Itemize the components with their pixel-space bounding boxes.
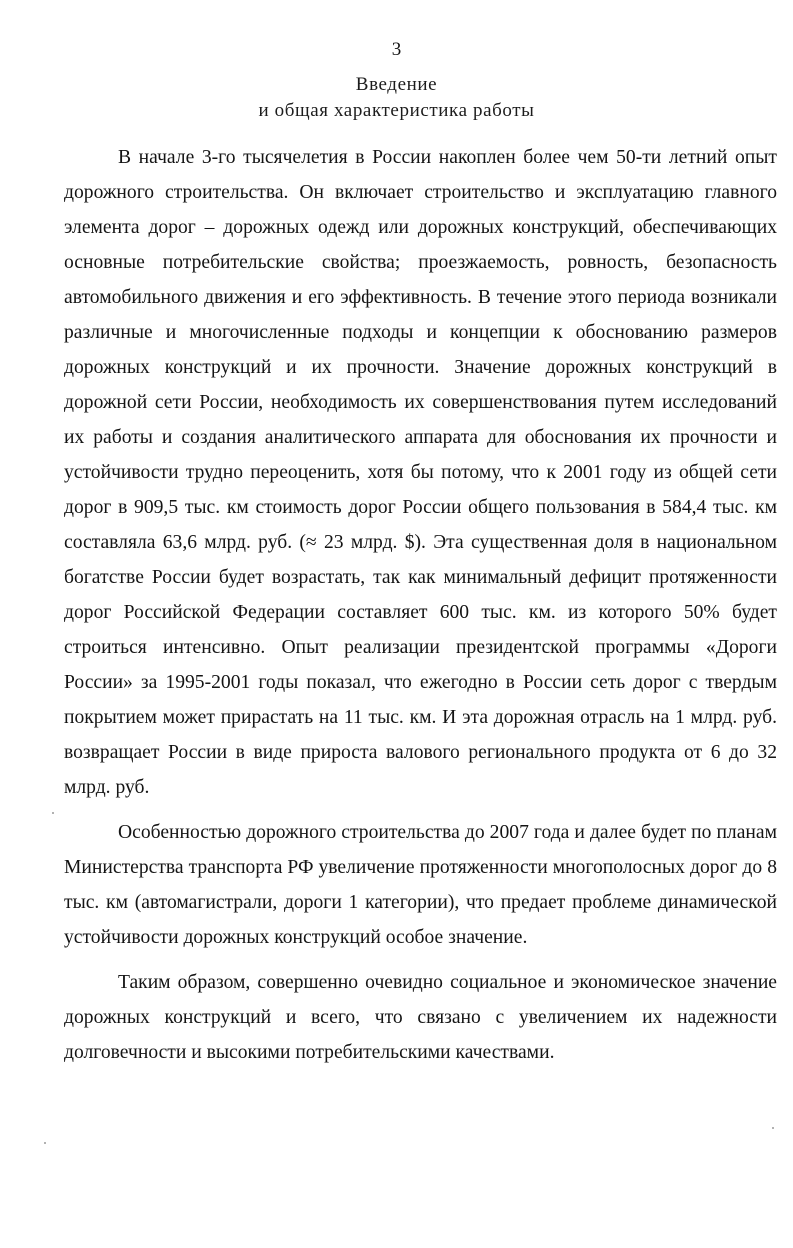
paragraph-2: Особенностью дорожного строительства до 2007 года и далее будет по планам Министерства транспорта РФ увеличение протяженности многополосных дорог до 8 тыс. км (автомагистрали, дороги 1 категории), что предает проблеме динамической устойчивости дорожных конструкций особое значение.: [64, 822, 777, 948]
scan-speck: [772, 1127, 774, 1129]
section-heading: [0, 72, 793, 124]
body-text: [64, 140, 777, 1070]
heading-line-1: Введение: [355, 74, 438, 95]
scan-speck: [52, 812, 54, 814]
scan-speck: [44, 1142, 46, 1144]
page-number: 3: [391, 39, 402, 60]
paragraph-1: В начале 3-го тысячелетия в России накоплен более чем 50-ти летний опыт дорожного строительства. Он включает строительство и эксплуатацию главного элемента дорог – дорожных одежд или дорожных конструкций, обеспечивающих основные потребительские свойства; проезжаемость, ровность, безопасность автомобильного движения и его эффективность. В течение этого периода возникали различные и многочисленные подходы и концепции к обоснованию размеров дорожных конструкций и их прочности. Значение дорожных конструкций в дорожной сети России, необходимость их совершенствования путем исследований их работы и создания аналитического аппарата для обоснования их прочности и устойчивости трудно переоценить, хотя бы потому, что к 2001 году из общей сети дорог в 909,5 тыс. км стоимость дорог России общего пользования в 584,4 тыс. км составляла 63,6 млрд. руб. (≈ 23 млрд. $). Эта существенная доля в национальном богатстве России будет возрастать, так как минимальный дефицит протяженности дорог Российской Федерации составляет 600 тыс. км. из которого 50% будет строиться интенсивно. Опыт реализации президентской программы «Дороги России» за 1995-2001 годы показал, что ежегодно в России сеть дорог с твердым покрытием может прирастать на 11 тыс. км. И эта дорожная отрасль на 1 млрд. руб. возвращает России в виде прироста валового регионального продукта от 6 до 32 млрд. руб.: [64, 147, 777, 798]
paragraph-3: Таким образом, совершенно очевидно социальное и экономическое значение дорожных конструкций и всего, что связано с увеличением их надежности долговечности и высокими потребительскими качествами.: [64, 972, 777, 1063]
heading-line-2: и общая характеристика работы: [258, 100, 535, 121]
